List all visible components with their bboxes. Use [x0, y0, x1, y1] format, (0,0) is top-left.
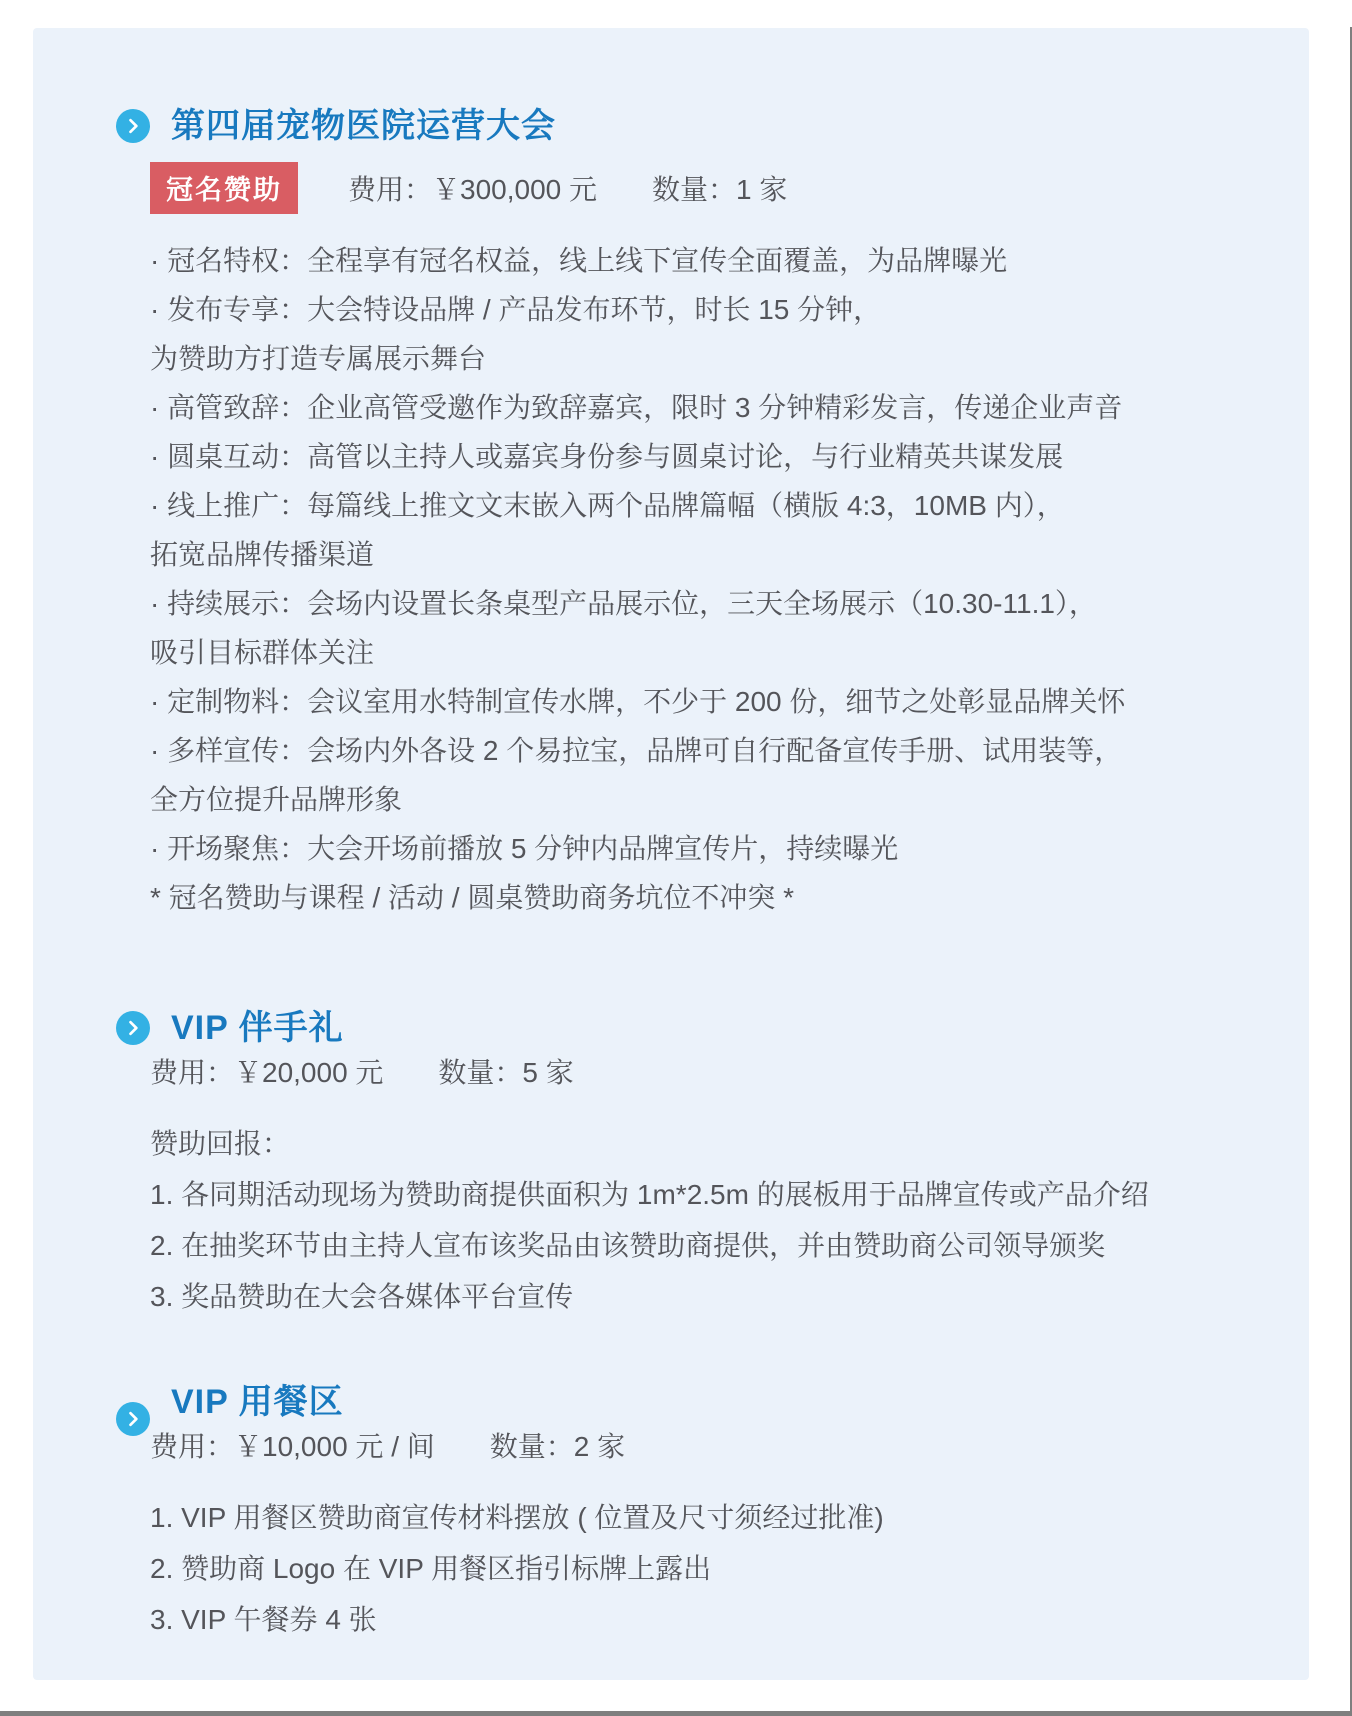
text-line: 为赞助方打造专属展示舞台	[150, 343, 487, 374]
text-line: 赞助回报：	[150, 1128, 291, 1159]
section-vip-dining	[116, 1382, 1269, 1645]
chevron-circle-icon	[116, 1402, 150, 1436]
sponsor-meta-row	[150, 1424, 1269, 1470]
text-line: · 持续展示：会场内设置长条桌型产品展示位，三天全场展示（10.30-11.1），	[150, 588, 1097, 619]
text-line: · 定制物料：会议室用水特制宣传水牌，不少于 200 份，细节之处彰显品牌关怀	[150, 686, 1126, 717]
chevron-circle-icon	[116, 1011, 150, 1045]
text-line: · 发布专享：大会特设品牌 / 产品发布环节，时长 15 分钟，	[150, 294, 882, 325]
quantity-text: 数量：5 家	[438, 1057, 574, 1088]
fee-text: 费用：￥20,000 元	[150, 1057, 384, 1088]
text-line: 3. 奖品赞助在大会各媒体平台宣传	[150, 1281, 574, 1312]
benefit-lines	[150, 1492, 1269, 1645]
text-line: 1. VIP 用餐区赞助商宣传材料摆放 ( 位置及尺寸须经过批准)	[150, 1502, 884, 1533]
fee-text: 费用：￥300,000 元	[348, 174, 597, 205]
text-line: · 线上推广：每篇线上推文文末嵌入两个品牌篇幅（横版 4:3，10MB 内），	[150, 490, 1065, 521]
text-line: · 开场聚焦：大会开场前播放 5 分钟内品牌宣传片，持续曝光	[150, 833, 899, 864]
benefit-lines	[150, 236, 1269, 922]
text-line: 2. 在抽奖环节由主持人宣布该奖品由该赞助商提供，并由赞助商公司领导颁奖	[150, 1230, 1106, 1261]
sponsor-meta-row	[150, 1050, 1269, 1096]
section-vip-gift	[116, 1008, 1269, 1322]
text-line: · 圆桌互动：高管以主持人或嘉宾身份参与圆桌讨论，与行业精英共谋发展	[150, 441, 1064, 472]
section-header	[116, 1008, 1269, 1048]
text-line: 全方位提升品牌形象	[150, 784, 403, 815]
fee-text: 费用：￥10,000 元 / 间	[150, 1431, 435, 1462]
section-title: 第四届宠物医院运营大会	[171, 107, 556, 145]
text-line: 2. 赞助商 Logo 在 VIP 用餐区指引标牌上露出	[150, 1553, 712, 1584]
benefit-lines	[150, 1118, 1269, 1322]
section-title: VIP 伴手礼	[171, 1009, 344, 1047]
text-line: · 冠名特权：全程享有冠名权益，线上线下宣传全面覆盖，为品牌曝光	[150, 245, 1008, 276]
text-line: 3. VIP 午餐券 4 张	[150, 1604, 377, 1635]
section-title: VIP 用餐区	[171, 1383, 344, 1421]
chevron-circle-icon	[116, 109, 150, 143]
text-line: 拓宽品牌传播渠道	[150, 539, 375, 570]
quantity-text: 数量：2 家	[489, 1431, 626, 1462]
section-header	[116, 1382, 1269, 1422]
text-line: · 多样宣传：会场内外各设 2 个易拉宝，品牌可自行配备宣传手册、试用装等，	[150, 735, 1123, 766]
text-line: * 冠名赞助与课程 / 活动 / 圆桌赞助商务坑位不冲突 *	[150, 882, 795, 913]
text-line: · 高管致辞：企业高管受邀作为致辞嘉宾，限时 3 分钟精彩发言，传递企业声音	[150, 392, 1123, 423]
sponsorship-card	[33, 28, 1309, 1680]
quantity-text: 数量：1 家	[652, 174, 788, 205]
section-header	[116, 106, 1269, 146]
window-border-bottom	[0, 1711, 1352, 1716]
title-sponsor-badge: 冠名赞助	[150, 162, 298, 214]
section-conference-title-sponsor	[116, 106, 1269, 922]
text-line: 1. 各同期活动现场为赞助商提供面积为 1m*2.5m 的展板用于品牌宣传或产品介绍	[150, 1179, 1149, 1210]
text-line: 吸引目标群体关注	[150, 637, 375, 668]
sponsor-meta-row	[150, 162, 1269, 214]
